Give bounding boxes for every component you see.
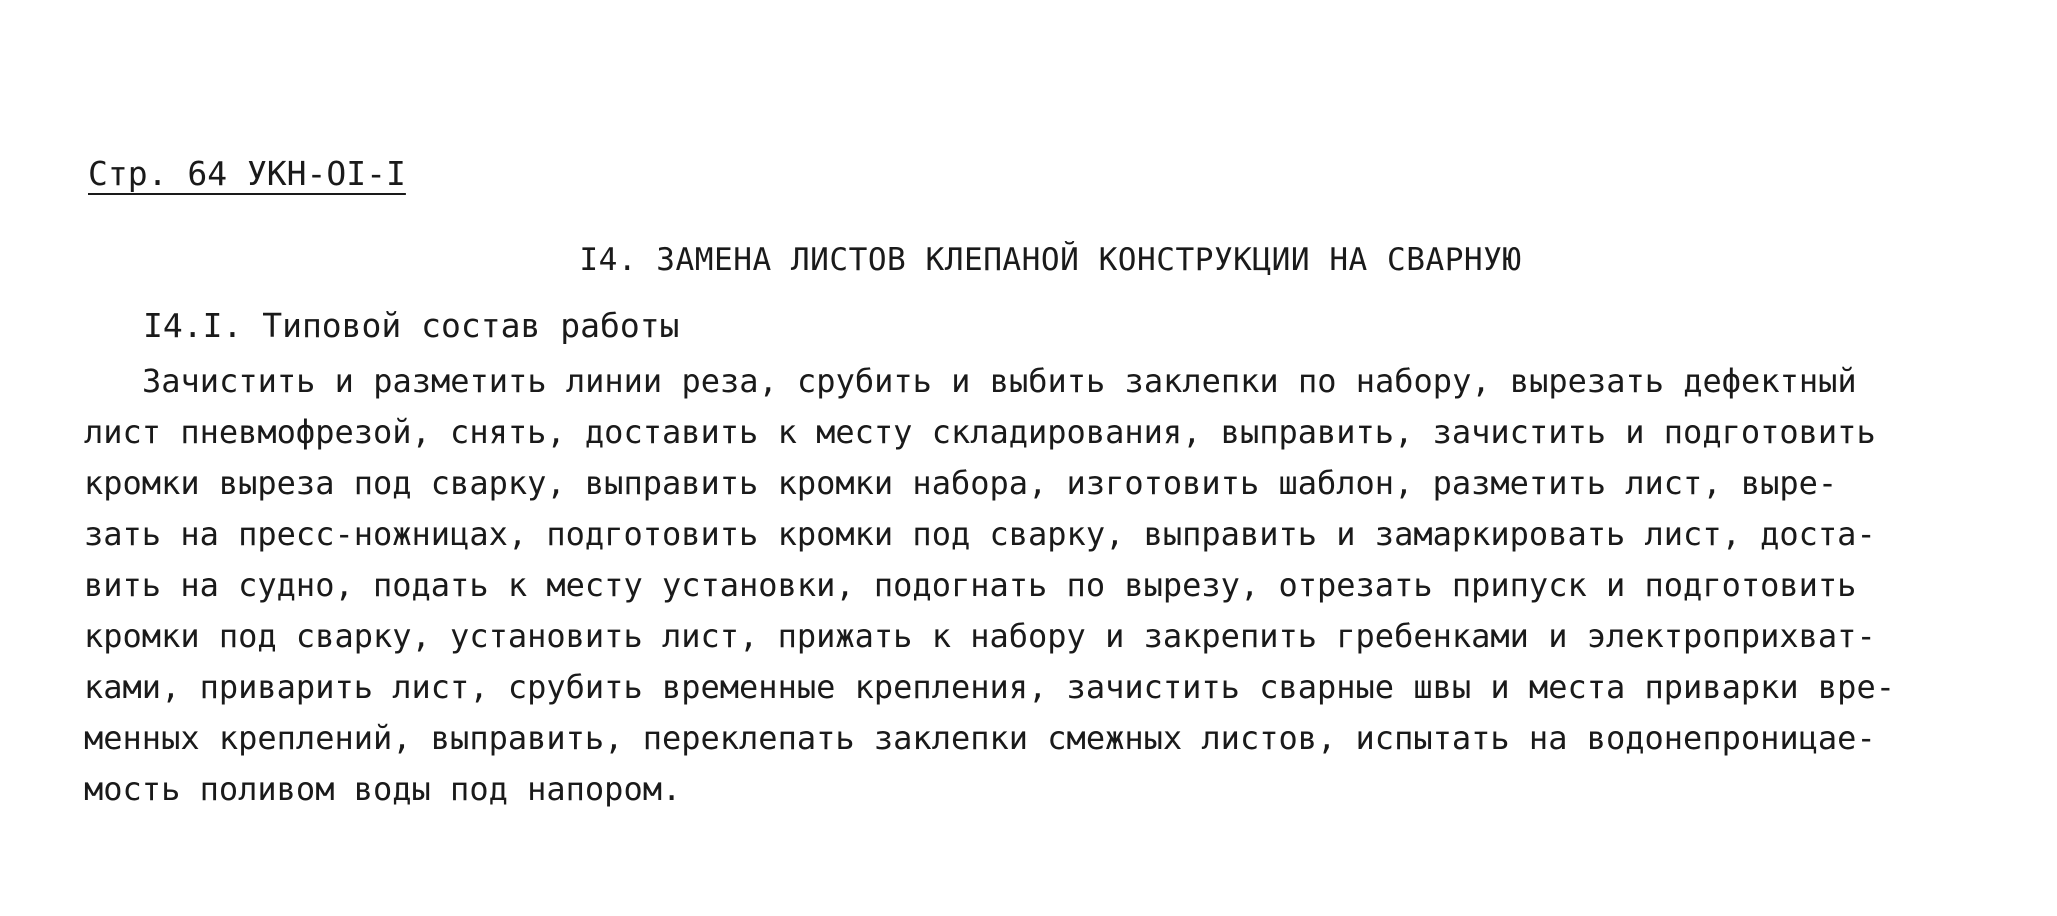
subsection-title: I4.I. Типовой состав работы xyxy=(143,306,680,345)
body-line: ками, приварить лист, срубить временные крепления, зачистить сварные швы и места приварки вре- xyxy=(84,668,1895,706)
section-title: I4. ЗАМЕНА ЛИСТОВ КЛЕПАНОЙ КОНСТРУКЦИИ НА СВАРНУЮ xyxy=(579,242,1522,278)
body-line: кромки выреза под сварку, выправить кромки набора, изготовить шаблон, разметить лист, выре- xyxy=(84,464,1838,502)
body-line: вить на судно, подать к месту установки, подогнать по вырезу, отрезать припуск и подготовить xyxy=(84,566,1857,604)
body-paragraph xyxy=(84,356,2004,815)
body-line: мость поливом воды под напором. xyxy=(84,770,682,808)
page-header: Стр. 64 УКН-OI-I xyxy=(88,154,406,193)
body-line: лист пневмофрезой, снять, доставить к месту складирования, выправить, зачистить и подготовить xyxy=(84,413,1876,451)
body-line: кромки под сварку, установить лист, прижать к набору и закрепить гребенками и электроприхват- xyxy=(84,617,1876,655)
body-line: менных креплений, выправить, переклепать заклепки смежных листов, испытать на водонепроницае- xyxy=(84,719,1876,757)
body-line: зать на пресс-ножницах, подготовить кромки под сварку, выправить и замаркировать лист, доста- xyxy=(84,515,1876,553)
body-line: Зачистить и разметить линии реза, срубить и выбить заклепки по набору, вырезать дефектный xyxy=(142,362,1857,400)
